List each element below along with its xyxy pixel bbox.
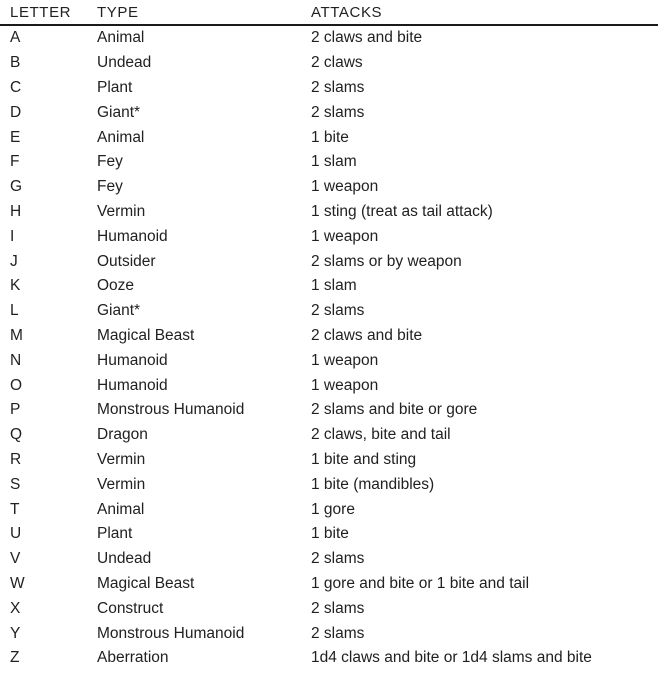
cell-type: Dragon [97, 426, 148, 444]
table-row [0, 621, 658, 646]
table-row [0, 348, 658, 373]
table-row [0, 472, 658, 497]
table-row [0, 274, 658, 299]
table-row [0, 646, 658, 671]
cell-letter: K [10, 277, 21, 295]
cell-type: Undead [97, 550, 152, 568]
table-row [0, 224, 658, 249]
cell-attacks: 2 claws and bite [311, 29, 423, 47]
cell-attacks: 1 gore [311, 500, 355, 518]
cell-letter: O [10, 376, 23, 394]
cell-type: Monstrous Humanoid [97, 401, 245, 419]
table-row [0, 299, 658, 324]
cell-letter: D [10, 103, 22, 121]
cell-letter: U [10, 525, 22, 543]
table-row [0, 423, 658, 448]
table-row [0, 448, 658, 473]
table-row [0, 497, 658, 522]
cell-attacks: 2 claws [311, 54, 363, 72]
table-row [0, 324, 658, 349]
column-header-type: TYPE [97, 3, 139, 21]
cell-letter: T [10, 500, 20, 518]
cell-type: Plant [97, 78, 133, 96]
cell-letter: L [10, 302, 19, 320]
cell-type: Magical Beast [97, 326, 195, 344]
cell-letter: A [10, 29, 21, 47]
cell-letter: Y [10, 624, 21, 642]
cell-attacks: 2 slams [311, 302, 365, 320]
cell-attacks: 2 claws, bite and tail [311, 426, 451, 444]
table-row [0, 596, 658, 621]
table-body [0, 26, 658, 671]
table-header-row [0, 0, 658, 26]
table-row [0, 572, 658, 597]
cell-attacks: 1 slam [311, 153, 357, 171]
cell-letter: B [10, 54, 21, 72]
cell-letter: W [10, 574, 25, 592]
table-row [0, 373, 658, 398]
table-row [0, 150, 658, 175]
cell-attacks: 2 slams and bite or gore [311, 401, 478, 419]
cell-type: Vermin [97, 202, 146, 220]
cell-attacks: 1 weapon [311, 351, 379, 369]
cell-letter: H [10, 202, 22, 220]
table-row [0, 398, 658, 423]
cell-attacks: 1 weapon [311, 178, 379, 196]
cell-type: Construct [97, 599, 164, 617]
cell-attacks: 2 slams [311, 78, 365, 96]
cell-type: Ooze [97, 277, 135, 295]
cell-letter: I [10, 227, 15, 245]
cell-attacks: 1 weapon [311, 376, 379, 394]
cell-type: Animal [97, 500, 145, 518]
cell-type: Aberration [97, 649, 169, 667]
table-row [0, 76, 658, 101]
cell-type: Fey [97, 153, 123, 171]
cell-attacks: 1 bite (mandibles) [311, 475, 435, 493]
cell-type: Undead [97, 54, 152, 72]
cell-attacks: 2 slams [311, 550, 365, 568]
table-row [0, 249, 658, 274]
cell-type: Vermin [97, 475, 146, 493]
table-row [0, 522, 658, 547]
cell-attacks: 1 bite [311, 525, 349, 543]
cell-attacks: 1 slam [311, 277, 357, 295]
cell-attacks: 2 slams [311, 624, 365, 642]
cell-attacks: 2 slams [311, 599, 365, 617]
cell-attacks: 1d4 claws and bite or 1d4 slams and bite [311, 649, 592, 667]
cell-letter: G [10, 178, 23, 196]
cell-type: Vermin [97, 450, 146, 468]
cell-letter: Z [10, 649, 20, 667]
cell-letter: E [10, 128, 21, 146]
cell-type: Animal [97, 29, 145, 47]
cell-attacks: 1 bite and sting [311, 450, 417, 468]
cell-letter: F [10, 153, 20, 171]
cell-type: Plant [97, 525, 133, 543]
cell-letter: J [10, 252, 18, 270]
cell-type: Animal [97, 128, 145, 146]
cell-letter: V [10, 550, 21, 568]
cell-letter: R [10, 450, 22, 468]
table-row [0, 51, 658, 76]
cell-type: Magical Beast [97, 574, 195, 592]
cell-type: Giant* [97, 103, 141, 121]
table-row [0, 100, 658, 125]
cell-type: Humanoid [97, 351, 168, 369]
table-row [0, 125, 658, 150]
cell-type: Humanoid [97, 227, 168, 245]
cell-letter: C [10, 78, 22, 96]
cell-attacks: 2 slams or by weapon [311, 252, 462, 270]
cell-attacks: 2 claws and bite [311, 326, 423, 344]
cell-attacks: 1 bite [311, 128, 349, 146]
cell-type: Monstrous Humanoid [97, 624, 245, 642]
cell-type: Fey [97, 178, 123, 196]
cell-type: Outsider [97, 252, 156, 270]
cell-letter: P [10, 401, 21, 419]
cell-type: Humanoid [97, 376, 168, 394]
table-row [0, 175, 658, 200]
cell-letter: M [10, 326, 23, 344]
cell-attacks: 1 weapon [311, 227, 379, 245]
cell-attacks: 1 gore and bite or 1 bite and tail [311, 574, 530, 592]
cell-type: Giant* [97, 302, 141, 320]
column-header-attacks: ATTACKS [311, 3, 383, 21]
table-row [0, 26, 658, 51]
table-row [0, 547, 658, 572]
cell-letter: S [10, 475, 21, 493]
cell-attacks: 1 sting (treat as tail attack) [311, 202, 493, 220]
cell-letter: X [10, 599, 21, 617]
cell-letter: N [10, 351, 22, 369]
column-header-letter: LETTER [10, 3, 72, 21]
cell-letter: Q [10, 426, 23, 444]
table-row [0, 200, 658, 225]
cell-attacks: 2 slams [311, 103, 365, 121]
